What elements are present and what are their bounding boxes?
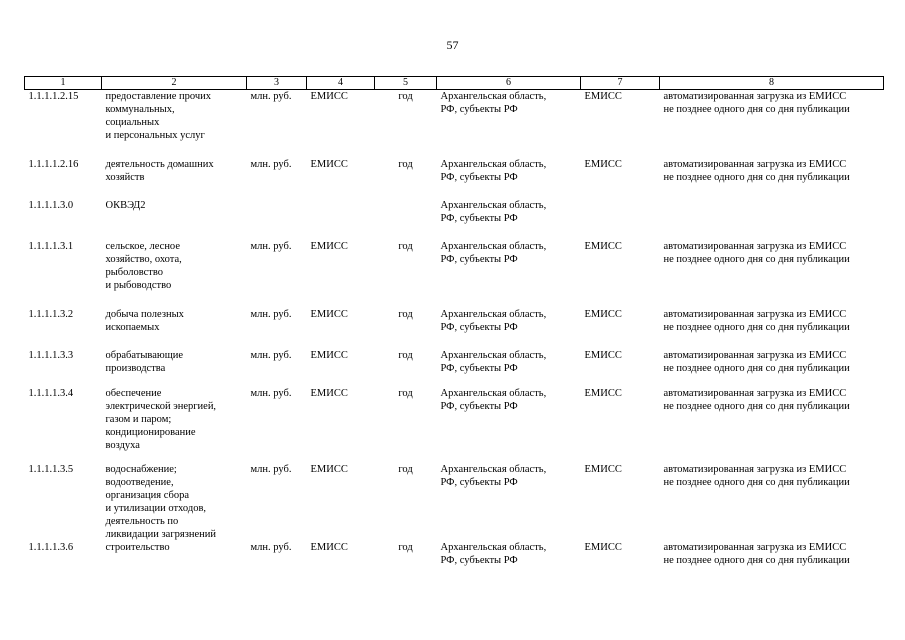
- territory-cell-line: РФ, субъекты РФ: [440, 253, 518, 265]
- method-cell-line: не позднее одного дня со дня публикации: [663, 321, 850, 333]
- territory-cell: [437, 158, 581, 199]
- territory-cell-line: Архангельская область,: [440, 91, 547, 102]
- indicator-name-line: и рыбоводство: [105, 279, 172, 291]
- column-header: 3: [247, 77, 307, 90]
- indicator-name: [102, 240, 247, 308]
- indicator-name-line: строительство: [105, 541, 170, 553]
- method-cell-line: не позднее одного дня со дня публикации: [663, 253, 850, 265]
- indicator-name-line: социальных: [105, 117, 160, 128]
- method-cell-line: автоматизированная загрузка из ЕМИСС: [663, 463, 847, 475]
- method-cell-line: автоматизированная загрузка из ЕМИСС: [663, 349, 847, 361]
- system-cell: [581, 199, 660, 240]
- territory-cell-line: РФ, субъекты РФ: [440, 212, 518, 224]
- unit-cell: млн. руб.: [250, 387, 292, 399]
- method-cell-line: автоматизированная загрузка из ЕМИСС: [663, 240, 847, 252]
- territory-cell-line: РФ, субъекты РФ: [440, 476, 518, 488]
- table-row: [25, 199, 884, 240]
- table-row: [25, 349, 884, 387]
- page-number: 57: [446, 38, 459, 52]
- period-cell: год: [398, 308, 413, 320]
- territory-cell-line: РФ, субъекты РФ: [440, 321, 518, 333]
- indicator-code: 1.1.1.1.3.4: [28, 387, 74, 399]
- method-cell: [660, 240, 884, 308]
- method-cell-line: автоматизированная загрузка из ЕМИСС: [663, 308, 847, 320]
- system-cell: ЕМИСС: [584, 240, 622, 252]
- territory-cell: [437, 387, 581, 463]
- column-header: 6: [437, 77, 581, 90]
- column-header: 1: [25, 77, 102, 90]
- indicator-name-line: ископаемых: [105, 321, 160, 333]
- unit-cell: млн. руб.: [250, 308, 292, 320]
- territory-cell: [437, 199, 581, 240]
- method-cell: [660, 90, 884, 158]
- territory-cell: [437, 463, 581, 541]
- source-cell: ЕМИСС: [310, 158, 348, 170]
- table-body: [25, 90, 884, 571]
- indicator-code: 1.1.1.1.3.3: [28, 349, 74, 361]
- period-cell: год: [398, 240, 413, 252]
- unit-cell: млн. руб.: [250, 349, 292, 361]
- indicator-table: [24, 76, 884, 571]
- source-cell: ЕМИСС: [310, 541, 348, 553]
- territory-cell: [437, 349, 581, 387]
- territory-cell-line: РФ, субъекты РФ: [440, 554, 518, 566]
- indicator-code: 1.1.1.1.3.6: [28, 541, 74, 553]
- territory-cell: [437, 240, 581, 308]
- indicator-name-line: и утилизации отходов,: [105, 502, 207, 514]
- system-cell: ЕМИСС: [584, 308, 622, 320]
- method-cell: [660, 387, 884, 463]
- method-cell-line: не позднее одного дня со дня публикации: [663, 554, 850, 566]
- table-row: [25, 158, 884, 199]
- territory-cell: [437, 90, 581, 158]
- method-cell-line: не позднее одного дня со дня публикации: [663, 476, 850, 488]
- method-cell-line: автоматизированная загрузка из ЕМИСС: [663, 387, 847, 399]
- source-cell: ЕМИСС: [310, 240, 348, 252]
- indicator-name-line: электрической энергией,: [105, 400, 217, 412]
- indicator-name-line: рыболовство: [105, 266, 164, 278]
- method-cell-line: не позднее одного дня со дня публикации: [663, 171, 850, 183]
- indicator-name-line: обрабатывающие: [105, 349, 184, 361]
- method-cell: [660, 349, 884, 387]
- indicator-code: 1.1.1.1.2.15: [28, 91, 79, 102]
- indicator-name-line: сельское, лесное: [105, 240, 180, 252]
- indicator-name-line: ОКВЭД2: [105, 199, 146, 211]
- period-cell: год: [398, 91, 413, 102]
- territory-cell-line: РФ, субъекты РФ: [440, 171, 518, 183]
- indicator-code: 1.1.1.1.3.0: [28, 199, 74, 211]
- system-cell: ЕМИСС: [584, 91, 622, 102]
- indicator-name: [102, 541, 247, 571]
- method-cell: [660, 158, 884, 199]
- method-cell-line: автоматизированная загрузка из ЕМИСС: [663, 158, 847, 170]
- table-row: [25, 90, 884, 158]
- source-cell: [307, 199, 375, 240]
- indicator-name-line: водоотведение,: [105, 476, 174, 488]
- period-cell: год: [398, 158, 413, 170]
- territory-cell-line: РФ, субъекты РФ: [440, 104, 518, 115]
- unit-cell: млн. руб.: [250, 158, 292, 170]
- indicator-name: [102, 199, 247, 240]
- territory-cell-line: Архангельская область,: [440, 240, 547, 252]
- territory-cell-line: Архангельская область,: [440, 387, 547, 399]
- column-header: 5: [375, 77, 437, 90]
- period-cell: год: [398, 463, 413, 475]
- period-cell: год: [398, 349, 413, 361]
- indicator-name-line: коммунальных,: [105, 104, 175, 115]
- source-cell: ЕМИСС: [310, 91, 348, 102]
- table-row: [25, 240, 884, 308]
- indicator-name: [102, 308, 247, 349]
- period-cell: год: [398, 387, 413, 399]
- column-header: 2: [102, 77, 247, 90]
- system-cell: ЕМИСС: [584, 158, 622, 170]
- system-cell: ЕМИСС: [584, 387, 622, 399]
- period-cell: [375, 199, 437, 240]
- indicator-name-line: кондиционирование: [105, 426, 196, 438]
- indicator-name-line: производства: [105, 362, 166, 374]
- column-header: 4: [307, 77, 375, 90]
- indicator-code: 1.1.1.1.2.16: [28, 158, 79, 170]
- indicator-name-line: добыча полезных: [105, 308, 184, 320]
- territory-cell-line: Архангельская область,: [440, 349, 547, 361]
- indicator-name-line: хозяйство, охота,: [105, 253, 182, 265]
- territory-cell: [437, 308, 581, 349]
- territory-cell-line: Архангельская область,: [440, 158, 547, 170]
- indicator-name: [102, 387, 247, 463]
- unit-cell: млн. руб.: [250, 240, 292, 252]
- indicator-code: 1.1.1.1.3.5: [28, 463, 74, 475]
- indicator-name-line: и персональных услуг: [105, 130, 205, 141]
- indicator-name-line: обеспечение: [105, 387, 162, 399]
- indicator-name-line: деятельность по: [105, 515, 179, 527]
- method-cell-line: не позднее одного дня со дня публикации: [663, 400, 850, 412]
- column-header: 7: [581, 77, 660, 90]
- indicator-name: [102, 463, 247, 541]
- indicator-name-line: хозяйств: [105, 171, 145, 183]
- indicator-code: 1.1.1.1.3.1: [28, 240, 74, 252]
- table-row: [25, 308, 884, 349]
- table-row: [25, 541, 884, 571]
- indicator-name-line: деятельность домашних: [105, 158, 214, 170]
- indicator-name-line: водоснабжение;: [105, 463, 177, 475]
- method-cell-line: не позднее одного дня со дня публикации: [663, 104, 850, 115]
- source-cell: ЕМИСС: [310, 349, 348, 361]
- column-header: 8: [660, 77, 884, 90]
- system-cell: ЕМИСС: [584, 463, 622, 475]
- method-cell-line: автоматизированная загрузка из ЕМИСС: [663, 91, 847, 102]
- territory-cell: [437, 541, 581, 571]
- territory-cell-line: Архангельская область,: [440, 463, 547, 475]
- indicator-code: 1.1.1.1.3.2: [28, 308, 74, 320]
- indicator-name-line: ликвидации загрязнений: [105, 528, 217, 540]
- indicator-name-line: газом и паром;: [105, 413, 172, 425]
- territory-cell-line: Архангельская область,: [440, 541, 547, 553]
- period-cell: год: [398, 541, 413, 553]
- method-cell: [660, 541, 884, 571]
- table-row: [25, 387, 884, 463]
- method-cell-line: автоматизированная загрузка из ЕМИСС: [663, 541, 847, 553]
- territory-cell-line: РФ, субъекты РФ: [440, 362, 518, 374]
- indicator-name-line: воздуха: [105, 439, 140, 451]
- method-cell: [660, 199, 884, 240]
- indicator-name: [102, 349, 247, 387]
- indicator-name: [102, 158, 247, 199]
- indicator-name: [102, 90, 247, 158]
- territory-cell-line: Архангельская область,: [440, 308, 547, 320]
- unit-cell: млн. руб.: [250, 541, 292, 553]
- unit-cell: млн. руб.: [250, 91, 292, 102]
- method-cell: [660, 308, 884, 349]
- unit-cell: млн. руб.: [250, 463, 292, 475]
- source-cell: ЕМИСС: [310, 308, 348, 320]
- method-cell-line: не позднее одного дня со дня публикации: [663, 362, 850, 374]
- source-cell: ЕМИСС: [310, 387, 348, 399]
- system-cell: ЕМИСС: [584, 541, 622, 553]
- indicator-name-line: организация сбора: [105, 489, 189, 501]
- unit-cell: [247, 199, 307, 240]
- system-cell: ЕМИСС: [584, 349, 622, 361]
- indicator-name-line: предоставление прочих: [105, 91, 212, 102]
- source-cell: ЕМИСС: [310, 463, 348, 475]
- territory-cell-line: РФ, субъекты РФ: [440, 400, 518, 412]
- territory-cell-line: Архангельская область,: [440, 199, 547, 211]
- method-cell: [660, 463, 884, 541]
- table-header-row: [25, 77, 884, 90]
- table-row: [25, 463, 884, 541]
